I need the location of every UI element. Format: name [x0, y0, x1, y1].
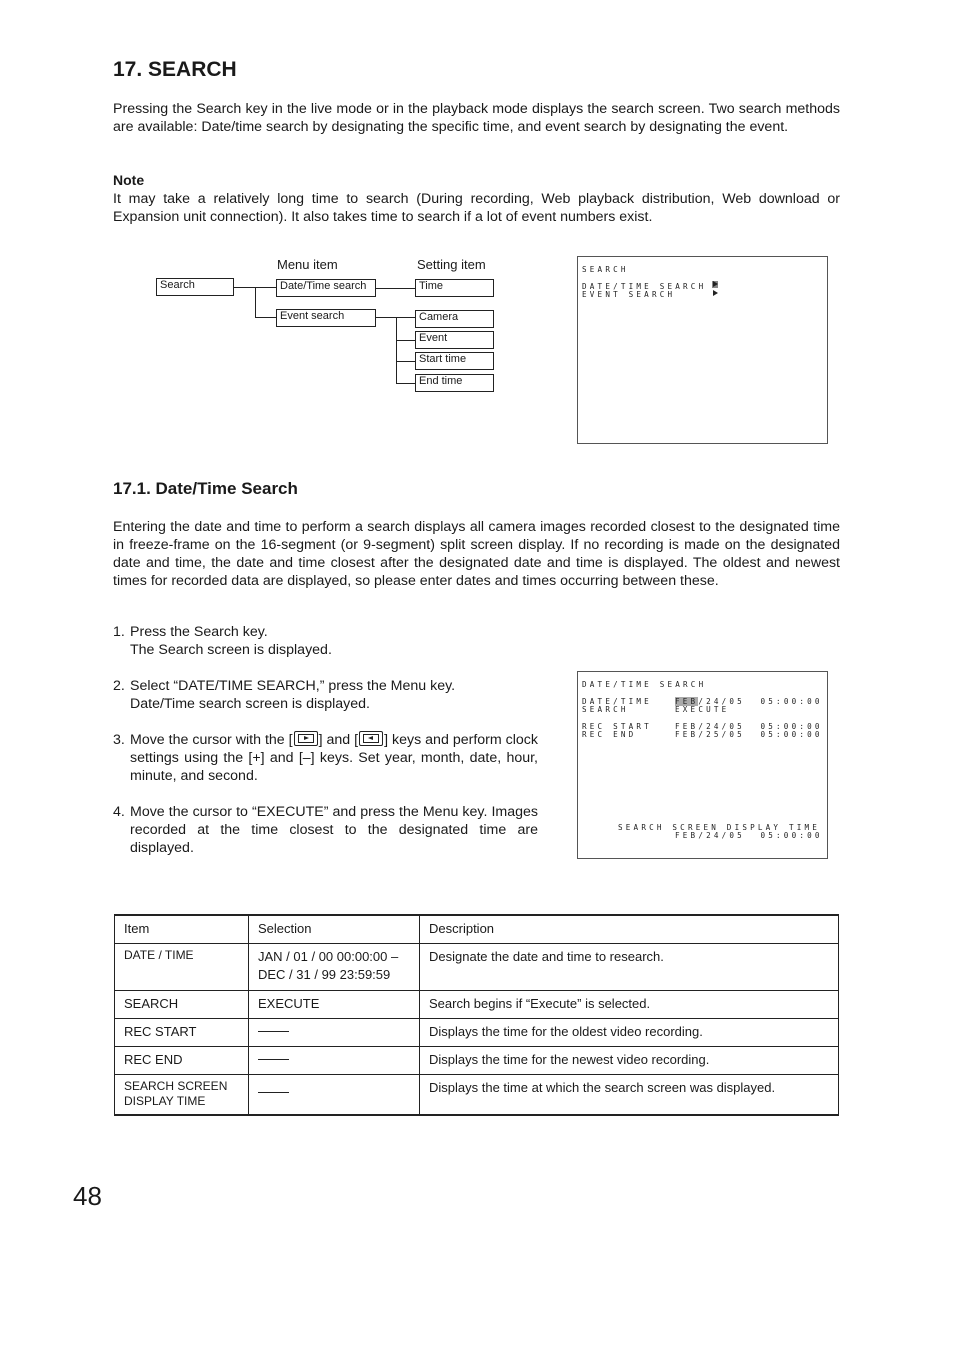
table-cell-description: Displays the time for the newest video recording.	[420, 1047, 839, 1075]
menu-item-header: Menu item	[277, 257, 338, 272]
tree-event-search: Event search	[276, 309, 376, 327]
step-2: 2. Select “DATE/TIME SEARCH,” press the Menu key. Date/Time search screen is displayed.	[113, 678, 456, 712]
step-4: 4. Move the cursor to “EXECUTE” and press the Menu key. Images recorded at the time closest to the designated time are displayed.	[113, 804, 538, 856]
table-row	[115, 1075, 839, 1116]
table-cell-item: SEARCH	[115, 991, 249, 1019]
tree-connector	[255, 287, 256, 318]
page-number: 48	[73, 1181, 102, 1211]
play-forward-key-icon	[294, 731, 318, 746]
step-1: 1. Press the Search key. The Search screen is displayed.	[113, 624, 332, 658]
tree-setting-event: Event	[415, 331, 494, 349]
table-cell-selection	[249, 1047, 420, 1075]
screen2-value-execute: EXECUTE	[675, 705, 730, 714]
subsection-title: 17.1. Date/Time Search	[113, 479, 298, 498]
table-header-description: Description	[420, 915, 839, 944]
screen2-label-rec-end: REC END	[582, 730, 637, 739]
table-row	[115, 1047, 839, 1075]
step-3: 3. Move the cursor with the [ ] and [ ] keys and perform clock settings using the [+] and [–] keys. Set year, month, date, hour, minute, and second.	[113, 732, 538, 784]
tree-date-time-search: Date/Time search	[276, 279, 376, 297]
screen2-label-rec-start: REC START	[582, 722, 652, 731]
table-cell-item: REC START	[115, 1019, 249, 1047]
screen2-label-search: SEARCH	[582, 705, 629, 714]
note-text: It may take a relatively long time to search (During recording, Web playback distribution, Web download or Expansion unit connection). It also takes time to search if a lot of event numbers exist.	[113, 191, 840, 225]
arrow-right-icon	[713, 290, 718, 296]
play-reverse-key-icon	[359, 731, 383, 746]
table-cell-selection: EXECUTE	[249, 991, 420, 1019]
dash-placeholder	[258, 1031, 289, 1032]
table-row	[115, 944, 839, 991]
table-cell-description: Search begins if “Execute” is selected.	[420, 991, 839, 1019]
note-label: Note	[113, 172, 145, 188]
date-time-search-screen-mockup	[577, 671, 828, 859]
tree-setting-start-time: Start time	[415, 352, 494, 370]
tree-setting-camera: Camera	[415, 310, 494, 328]
table-header-row	[115, 915, 839, 944]
screen1-item-event: EVENT SEARCH	[582, 290, 676, 299]
screen2-value-rec-start: FEB/24/05 05:00:00	[675, 722, 823, 731]
tree-connector	[396, 361, 415, 362]
screen2-display-time-label: SEARCH SCREEN DISPLAY TIME	[618, 823, 821, 832]
tree-setting-time: Time	[415, 279, 494, 297]
table-cell-description: Displays the time at which the search screen was displayed.	[420, 1075, 839, 1116]
tree-connector	[396, 340, 415, 341]
arrow-right-icon	[713, 281, 718, 287]
table-cell-item: DATE / TIME	[115, 944, 249, 991]
date-time-search-table	[114, 914, 839, 1116]
table-cell-description: Displays the time for the oldest video recording.	[420, 1019, 839, 1047]
screen2-value-date-time: FEB/24/05 05:00:00	[675, 697, 823, 706]
screen2-value-rec-end: FEB/25/05 05:00:00	[675, 730, 823, 739]
screen2-display-time-value: FEB/24/05 05:00:00	[675, 831, 823, 840]
table-header-item: Item	[115, 915, 249, 944]
screen1-title: SEARCH	[582, 265, 629, 274]
table-cell-selection: JAN / 01 / 00 00:00:00 – DEC / 31 / 99 23:59:59	[249, 944, 420, 991]
subsection-intro: Entering the date and time to perform a search displays all camera images recorded closest to the designated time in freeze-frame on the 16-segment (or 9-segment) split screen display. If no recording is made on the designated date and time, the date and time closest after the designated date and time is displayed. The oldest and newest times for recorded data are displayed, so please enter dates and times occurring between these.	[113, 519, 840, 589]
tree-connector	[255, 317, 276, 318]
table-row	[115, 1019, 839, 1047]
procedure-steps	[113, 623, 538, 875]
tree-connector	[396, 317, 397, 383]
table-row	[115, 991, 839, 1019]
tree-setting-end-time: End time	[415, 374, 494, 392]
search-screen-mockup	[577, 256, 828, 444]
tree-connector	[396, 383, 415, 384]
intro-paragraph: Pressing the Search key in the live mode or in the playback mode displays the search screen. Two search methods are available: Date/time search by designating the specific time, and event search by designating the event.	[113, 101, 840, 135]
screen1-item-date-time: DATE/TIME SEARCH	[582, 282, 707, 291]
table-cell-selection	[249, 1019, 420, 1047]
screen2-label-date-time: DATE/TIME	[582, 697, 652, 706]
setting-item-header: Setting item	[417, 257, 486, 272]
dash-placeholder	[258, 1059, 289, 1060]
table-cell-item: SEARCH SCREEN DISPLAY TIME	[115, 1075, 249, 1116]
table-cell-selection	[249, 1075, 420, 1116]
tree-connector	[376, 288, 415, 289]
dash-placeholder	[258, 1092, 289, 1093]
table-cell-item: REC END	[115, 1047, 249, 1075]
table-cell-description: Designate the date and time to research.	[420, 944, 839, 991]
section-title: 17. SEARCH	[113, 58, 237, 81]
tree-root-search: Search	[156, 278, 234, 296]
screen2-title: DATE/TIME SEARCH	[582, 680, 707, 689]
table-header-selection: Selection	[249, 915, 420, 944]
